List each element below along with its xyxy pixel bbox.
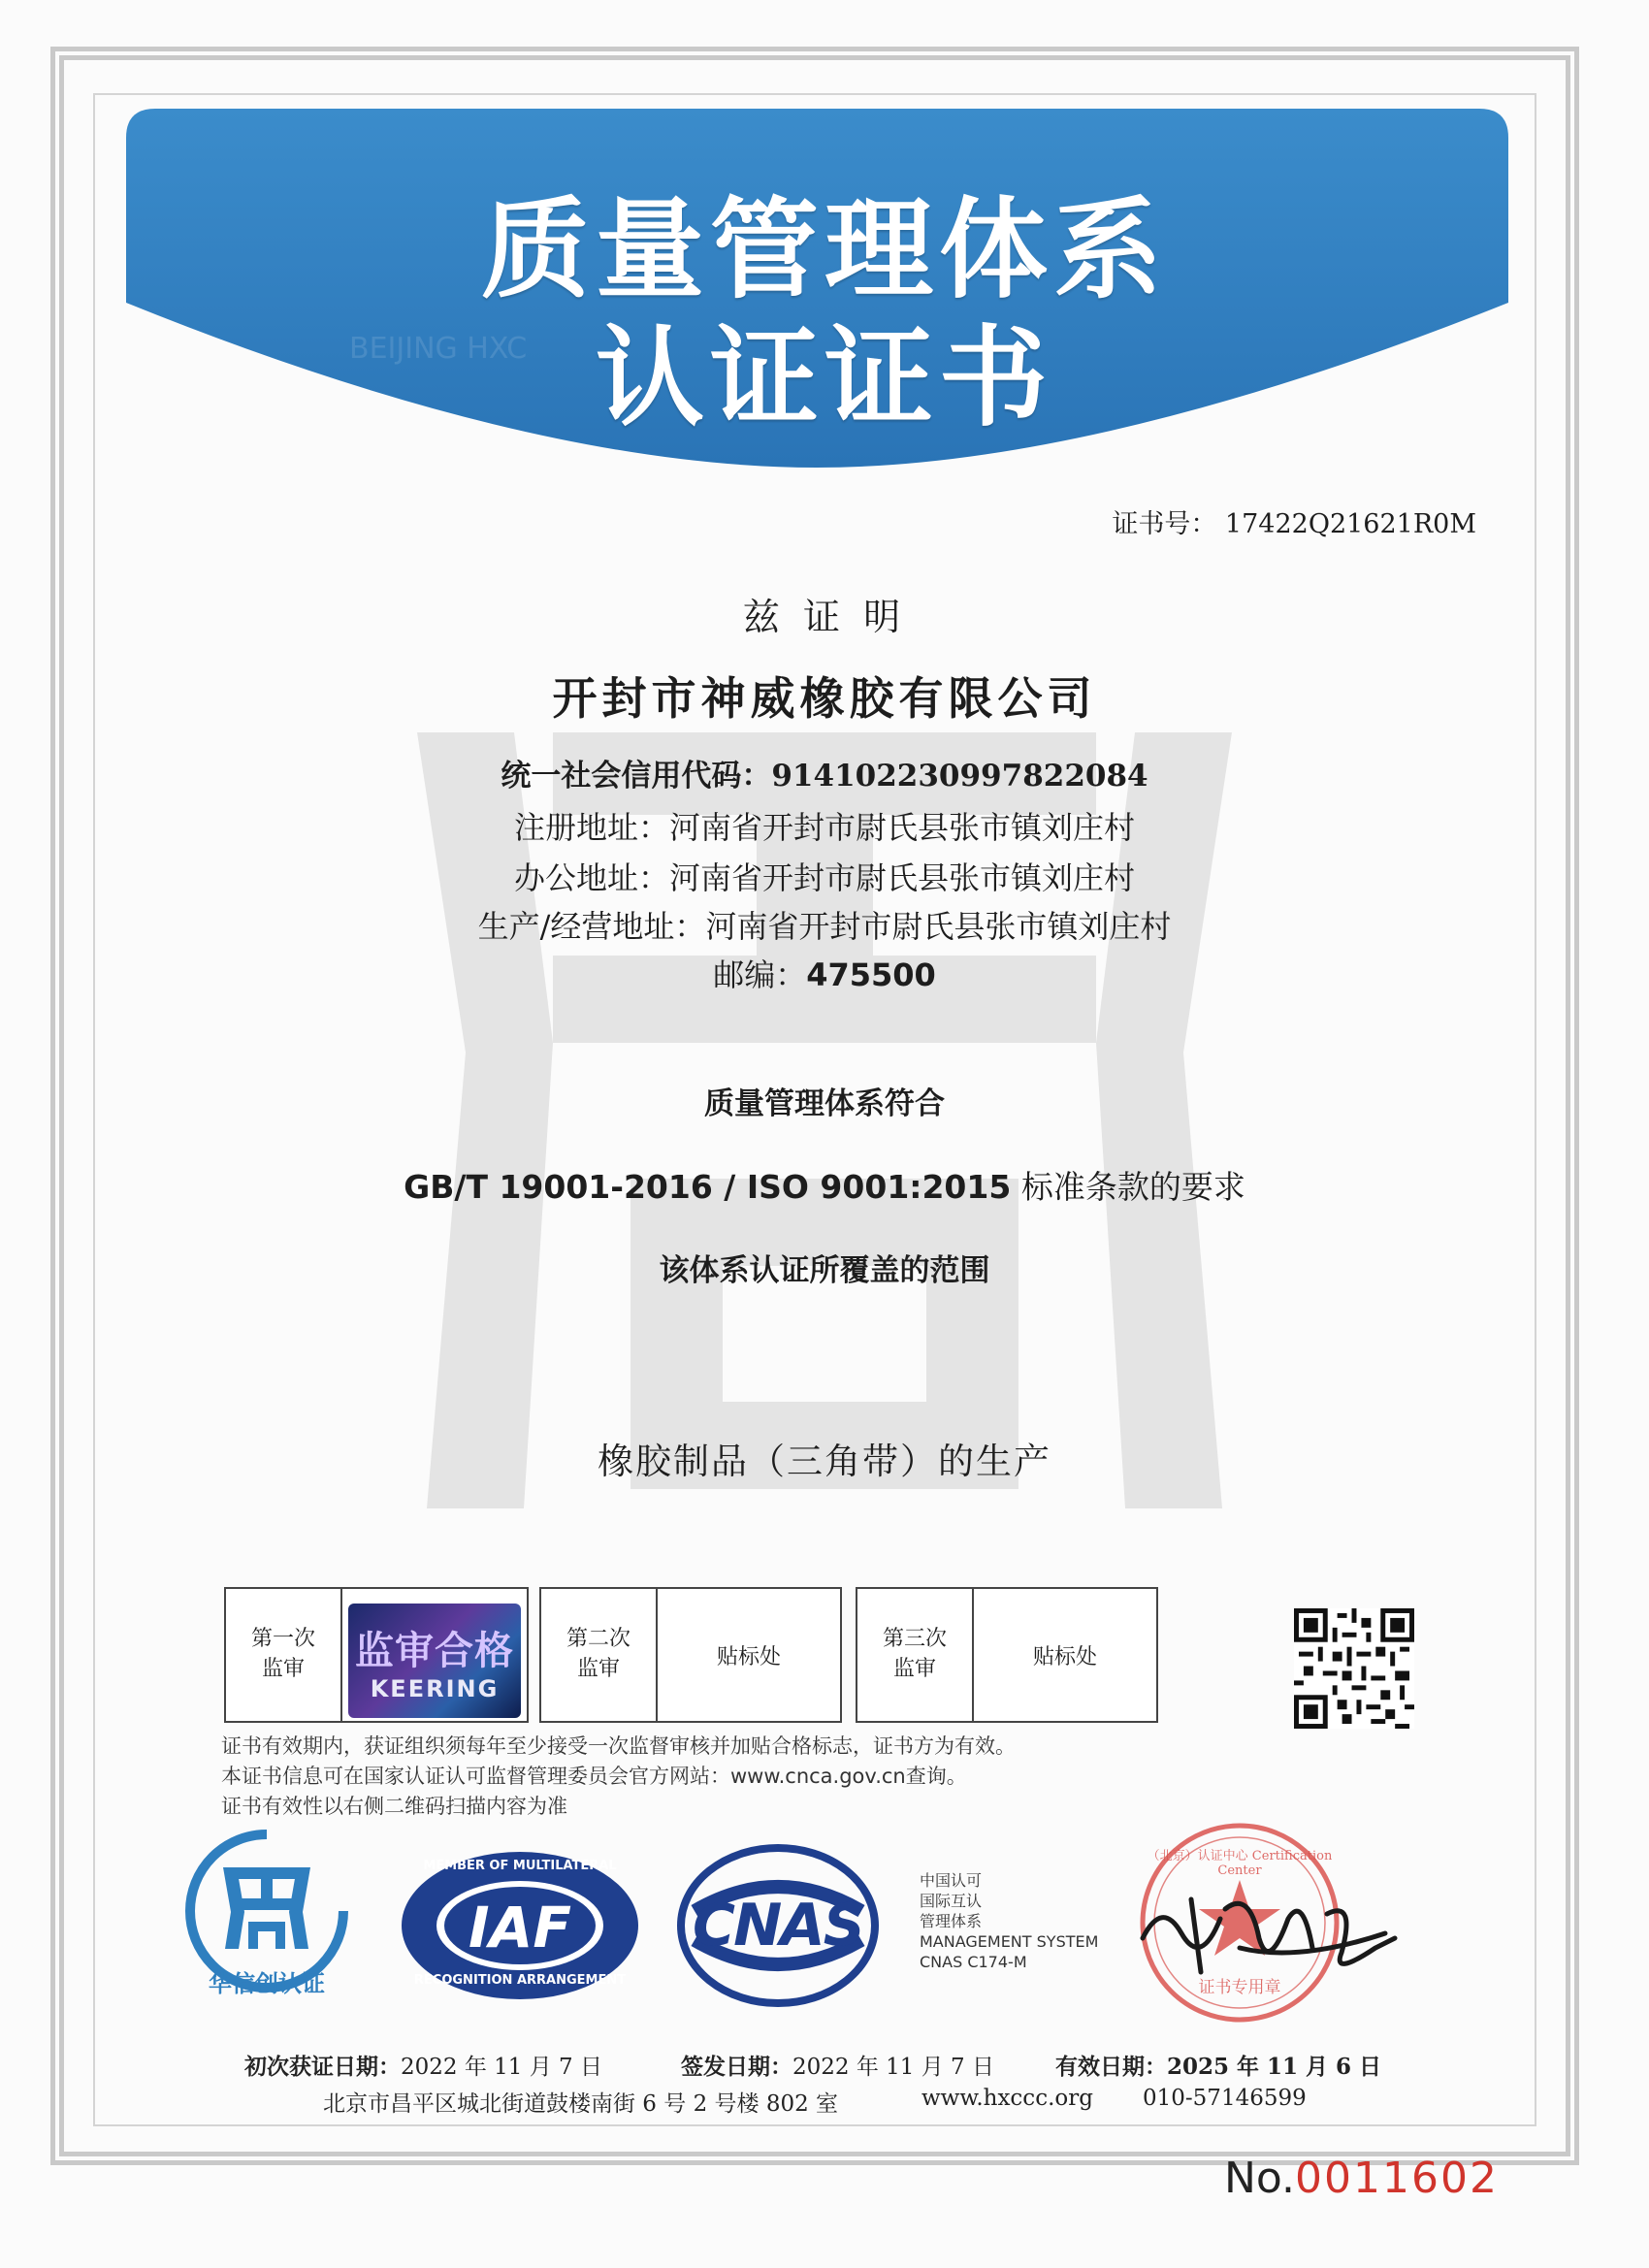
credit-code-label: 统一社会信用代码： xyxy=(501,759,772,794)
cnas-desc-2: 国际互认 xyxy=(920,1892,983,1910)
cert-number xyxy=(1112,502,1476,540)
issuer-website: www.hxccc.org xyxy=(922,2086,1093,2111)
issue-date xyxy=(681,2049,994,2081)
note-line-1: 证书有效期内，获证组织须每年至少接受一次监督审核并加贴合格标志，证书方为有效。 xyxy=(221,1734,1016,1758)
expiry-date-value: 2025 年 11 月 6 日 xyxy=(1167,2054,1382,2080)
cert-number-label: 证书号： xyxy=(1112,509,1217,539)
iaf-logo-text: IAF xyxy=(468,1895,572,1960)
band-watermark: BEIJING HXC xyxy=(349,332,528,366)
cnas-desc-1: 中国认可 xyxy=(920,1871,983,1890)
hologram-text: 监审合格 xyxy=(355,1628,514,1673)
hologram-brand: KEERING xyxy=(370,1674,500,1702)
office-address-label: 办公地址： xyxy=(513,859,669,896)
scope-label: 该体系认证所覆盖的范围 xyxy=(659,1253,990,1288)
serial-value: 0011602 xyxy=(1295,2154,1500,2203)
cnas-logo-text: CNAS xyxy=(693,1892,863,1960)
office-address xyxy=(0,854,1649,898)
first-issue-label: 初次获证日期： xyxy=(244,2054,401,2080)
signature xyxy=(1133,1880,1405,1987)
production-address-label: 生产/经营地址： xyxy=(477,908,706,945)
audit-box-2 xyxy=(539,1587,842,1723)
audit-box-1 xyxy=(224,1587,529,1723)
serial-prefix: No. xyxy=(1224,2154,1296,2203)
scope-text: 橡胶制品（三角带）的生产 xyxy=(598,1441,1051,1482)
intro-text: 兹 证 明 xyxy=(742,596,907,638)
standard-line xyxy=(0,1162,1649,1208)
reg-address xyxy=(0,803,1649,848)
seal-bottom-text: 证书专用章 xyxy=(1198,1978,1281,1997)
cnas-description xyxy=(920,1870,1098,1972)
audit-box-3-label: 第三次 监审 xyxy=(857,1589,974,1721)
production-address xyxy=(0,902,1649,947)
postcode-label: 邮编： xyxy=(713,956,807,993)
audit-box-3 xyxy=(856,1587,1158,1723)
note-line-2: 本证书信息可在国家认证认可监督管理委员会官方网站：www.cnca.gov.cn查询。 xyxy=(221,1765,967,1788)
audit-box-3-sticker-area: 贴标处 xyxy=(1032,1644,1097,1669)
reg-address-label: 注册地址： xyxy=(513,809,669,846)
note-line-3: 证书有效性以右侧二维码扫描内容为准 xyxy=(221,1795,567,1818)
audit-box-1-label: 第一次 监审 xyxy=(226,1589,342,1721)
serial-number xyxy=(1224,2154,1499,2203)
standard-suffix: 标准条款的要求 xyxy=(1020,1168,1245,1206)
issue-date-label: 签发日期： xyxy=(681,2054,792,2080)
cert-number-value: 17422Q21621R0M xyxy=(1224,509,1476,539)
hxc-logo-name: 华信创认证 xyxy=(209,1970,325,1997)
issuer-phone: 010-57146599 xyxy=(1143,2086,1307,2111)
expiry-date xyxy=(1055,2049,1381,2081)
cnas-desc-5: CNAS C174-M xyxy=(920,1953,1027,1971)
postcode xyxy=(0,951,1649,995)
conformity-line: 质量管理体系符合 xyxy=(704,1086,945,1121)
hologram-sticker xyxy=(342,1589,527,1733)
reg-address-value: 河南省开封市尉氏县张市镇刘庄村 xyxy=(669,809,1136,846)
seal-ring-text: （北京）认证中心 Certification Center xyxy=(1147,1849,1333,1878)
iaf-ring-top: MEMBER OF MULTILATERAL xyxy=(423,1859,617,1873)
audit-box-2-label: 第二次 监审 xyxy=(541,1589,658,1721)
iaf-ring-bottom: RECOGNITION ARRANGEMENT xyxy=(413,1973,627,1988)
credit-code-value: 91410223099782208​4 xyxy=(771,759,1148,794)
issuer-address: 北京市昌平区城北街道鼓楼南街 6 号 2 号楼 802 室 xyxy=(323,2091,839,2117)
cnas-desc-3: 管理体系 xyxy=(920,1912,983,1930)
title-line-2: 认证证书 xyxy=(596,314,1053,441)
office-address-value: 河南省开封市尉氏县张市镇刘庄村 xyxy=(669,859,1136,896)
postcode-value: 475500 xyxy=(806,956,936,993)
first-issue-date xyxy=(244,2049,602,2081)
cnas-desc-4: MANAGEMENT SYSTEM xyxy=(920,1932,1099,1951)
company-name: 开封市神威橡胶有限公司 xyxy=(552,672,1097,725)
issue-date-value: 2022 年 11 月 7 日 xyxy=(792,2055,994,2080)
credit-code xyxy=(0,751,1649,794)
expiry-date-label: 有效日期： xyxy=(1055,2054,1167,2080)
qr-code xyxy=(1294,1608,1414,1729)
first-issue-value: 2022 年 11 月 7 日 xyxy=(401,2055,602,2080)
audit-box-2-sticker-area: 贴标处 xyxy=(716,1644,781,1669)
title-line-1: 质量管理体系 xyxy=(481,186,1168,313)
standard-code: GB/T 19001-2016 / ISO 9001:2015 xyxy=(404,1168,1012,1206)
production-address-value: 河南省开封市尉氏县张市镇刘庄村 xyxy=(705,908,1172,945)
